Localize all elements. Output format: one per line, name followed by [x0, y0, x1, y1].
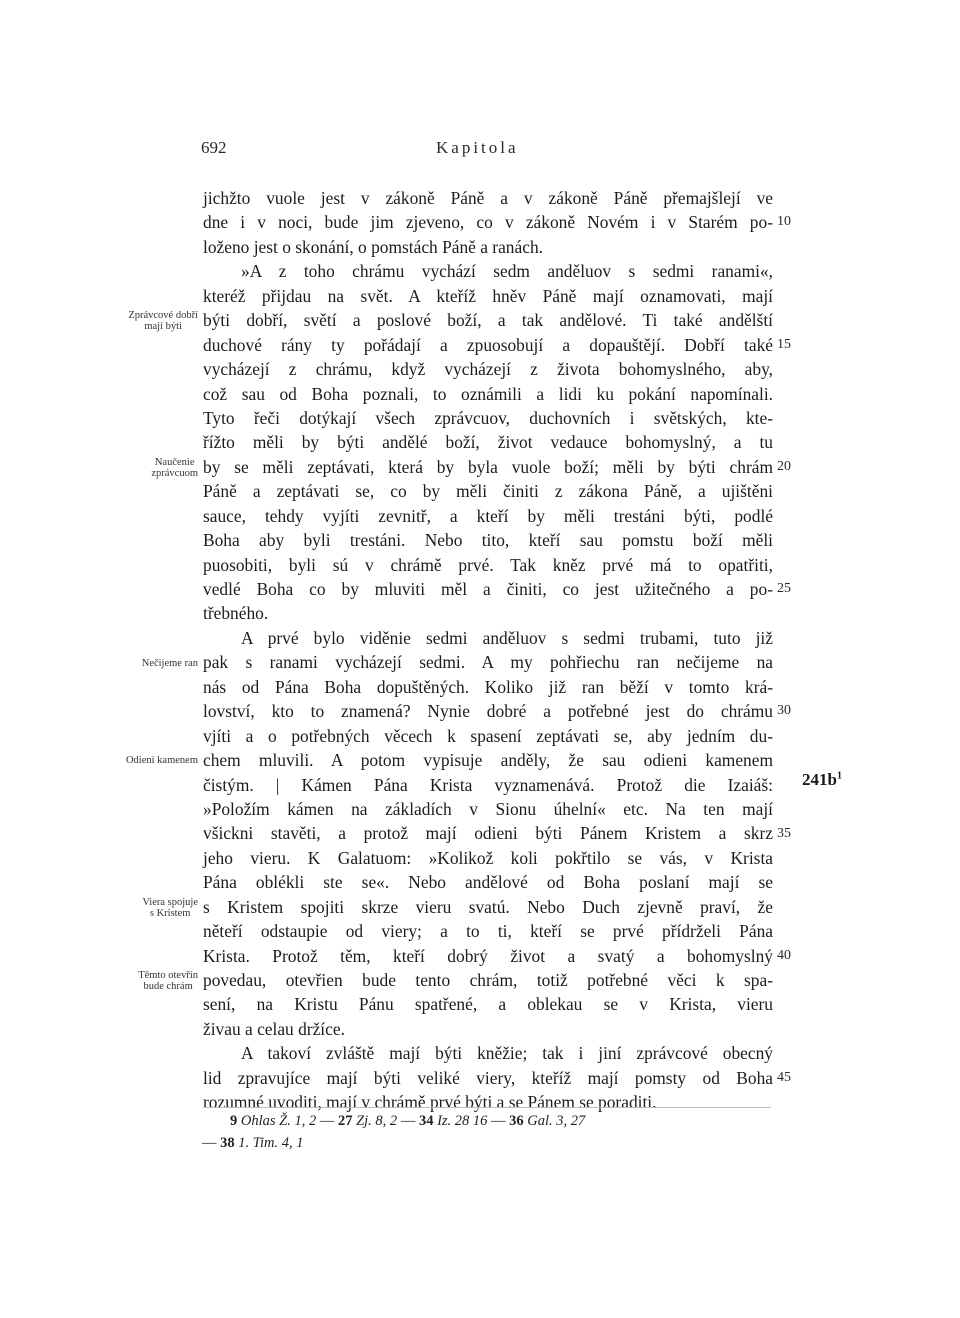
text-line: dne i v noci, bude jim zjeveno, co v zákoně Novém i v Starém po- [203, 212, 773, 233]
text-line: něteří odstaupie od viery; a to ti, kteří se prvé přídrželi Pána [203, 921, 773, 942]
text-line: A takoví zvláště mají býti kněžie; tak i jiní zprávcové obecný [241, 1043, 773, 1064]
line-number: 30 [777, 703, 791, 719]
margin-note-line: Nečijeme ran [141, 657, 198, 669]
text-line: kteréž přijdau na svět. A kteříž hněv Páně mají oznamovati, mají [203, 285, 773, 306]
text-line: nás od Pána Boha dopuštěných. Koliko již ran běží v tomto krá- [203, 676, 773, 697]
footnote-number: 9 [230, 1113, 238, 1129]
text-line: by se měli zeptávati, která by byla vuole boží; měli by býti chrám [203, 456, 773, 477]
footnote-number: 34 [418, 1113, 434, 1129]
footnote-line: 9 Ohlas Ž. 1, 2 — 27 Zj. 8, 2 — 34 Iz. 28 16 — 36 Gal. 3, 27 [230, 1113, 586, 1129]
text-line: Páně a zeptávati se, co by měli činiti z zákona Páně, a ujištěni [203, 481, 773, 502]
text-line: puosobiti, byli sú v chrámě prvé. Tak kněz prvé má to opatřiti, [203, 554, 773, 575]
text-line: vjíti a o potřebných věcech k spasení zeptávati se, aby jedním du- [203, 725, 773, 746]
margin-note [128, 310, 198, 332]
margin-note [138, 970, 198, 992]
text-line: duchové rány ty pořádají a zpuosobují a dopauštějí. Dobří také [203, 334, 773, 355]
text-line: loženo jest o skonání, o pomstách Páně a ranách. [203, 236, 543, 257]
text-line: býti dobří, světí a poslové boží, a tak andělové. Ti také andělští [203, 310, 773, 331]
margin-note-line: Viera spojuje [142, 897, 198, 909]
margin-note-line: s Kristem [149, 908, 191, 920]
text-line: Boha aby byli trestáni. Nebo tito, kteří sau pomstu boží měli [203, 530, 773, 551]
text-line: lid zpravujíce mají býti veliké viery, kteříž mají pomsty od Boha [203, 1067, 773, 1088]
text-line: jichžto vuole jest v zákoně Páně a v zákoně Páně přemajšlejí ve [203, 188, 773, 208]
running-header [201, 138, 771, 164]
footnotes [202, 1110, 790, 1154]
main-text [203, 186, 791, 1115]
footnote-source: 1. Tim. 4, 1 [238, 1135, 304, 1151]
margin-note-line: mají býti [144, 321, 182, 333]
page-number: 692 [201, 138, 227, 157]
text-line: řížto měli by býti andělé boží, život vedauce bohomyslný, a tu [203, 432, 773, 453]
margin-note [151, 457, 198, 479]
text-line: třebného. [203, 603, 269, 624]
text-line: vycházejí z chrámu, když vycházejí z života bohomyslného, aby, [203, 359, 773, 380]
margin-note-line: Naučenie [154, 456, 195, 468]
line-number: 45 [777, 1070, 791, 1086]
running-title: Kapitola [436, 138, 519, 157]
footnote-source: Zj. 8, 2 [356, 1113, 398, 1129]
text-line: s Kristem spojiti skrze vieru svatú. Nebo Duch zjevně praví, že [203, 896, 773, 917]
text-line: lovství, kto to znamená? Nynie dobré a potřebné jest do chrámu [203, 701, 773, 722]
text-line: povedau, otevřien bude tento chrám, totiž potřebné věci k spa- [203, 970, 773, 990]
margin-note [126, 755, 198, 766]
footnote-source: Gal. 3, 27 [527, 1113, 586, 1129]
text-line: chem mluvili. A potom vypisuje anděly, že sau odieni kamenem [203, 750, 773, 771]
line-number: 35 [777, 825, 791, 841]
margin-note-line: Těmto otevřín [138, 970, 198, 982]
text-line: rozumné uvoditi, mají v chrámě prvé býti a se Pánem se poraditi. [203, 1092, 657, 1113]
margin-note-line: zprávcuom [151, 467, 198, 479]
footnote-rule [203, 1107, 771, 1108]
footnote-number: 27 [337, 1113, 353, 1129]
text-line: A prvé bylo viděnie sedmi anděluov s sedmi trubami, tuto již [241, 627, 773, 648]
footnote-source: Ohlas Ž. 1, 2 [240, 1113, 317, 1129]
text-line: »Položím kámen na základích v Sionu úhelní« etc. Na ten mají [203, 798, 773, 819]
text-line: vedlé Boha co by mluviti měl a činiti, co jest užitečného a po- [203, 579, 773, 599]
text-line: Krista. Protož těm, kteří dobrý život a svatý a bohomyslný [203, 945, 773, 966]
line-number: 15 [777, 336, 791, 352]
margin-note-line: Odieni kamenem [125, 755, 198, 767]
footnote-number: 38 [220, 1135, 235, 1151]
text-line: »A z toho chrámu vychází sedm anděluov s sedmi ranami«, [241, 261, 773, 282]
line-number: 20 [777, 458, 791, 474]
text-line: pak s ranami vycházejí sedmi. A my pohřiechu ran nečijeme na [203, 652, 773, 673]
text-line: sení, na Kristu Pánu spatřené, a oblekau se v Krista, vieru [203, 994, 773, 1015]
folio-marker: $241b^1$ [802, 770, 842, 789]
margin-note-line: bude chrám [143, 981, 193, 993]
footnote-line: — 38 1. Tim. 4, 1 [202, 1135, 304, 1151]
line-number: 40 [777, 947, 791, 963]
text-line: živau a celau držíce. [203, 1018, 345, 1039]
line-number: 10 [777, 214, 791, 230]
text-line: což sau od Boha poznali, to oznámili a lidi ku pokání napomínali. [203, 383, 773, 404]
margin-note [142, 897, 198, 919]
footnote-source: Iz. 28 16 [437, 1113, 488, 1129]
footnote-number: 36 [509, 1113, 524, 1129]
text-line: jeho vieru. K Galatuom: »Kolikož koli pokřtilo se vás, v Krista [203, 847, 773, 868]
margin-note [142, 658, 198, 669]
text-line: sauce, tehdy vyjíti zevnitř, a kteří by měli trestáni býti, podlé [203, 505, 773, 526]
text-line: Pána oblékli ste se«. Nebo andělové od Boha poslaní mají se [203, 872, 773, 893]
text-line: všickni stavěti, a protož mají odieni býti Pánem Kristem a skrz [203, 823, 773, 844]
text-line: čistým. | Kámen Pána Krista vyznamenává. Protož die Izaiáš: [203, 774, 773, 795]
line-number: 25 [777, 581, 791, 597]
text-line: Tyto řeči dotýkají všech zprávcuov, duchovních i světských, kte- [203, 407, 773, 428]
margin-note-line: Zprávcové dobří [128, 310, 198, 322]
